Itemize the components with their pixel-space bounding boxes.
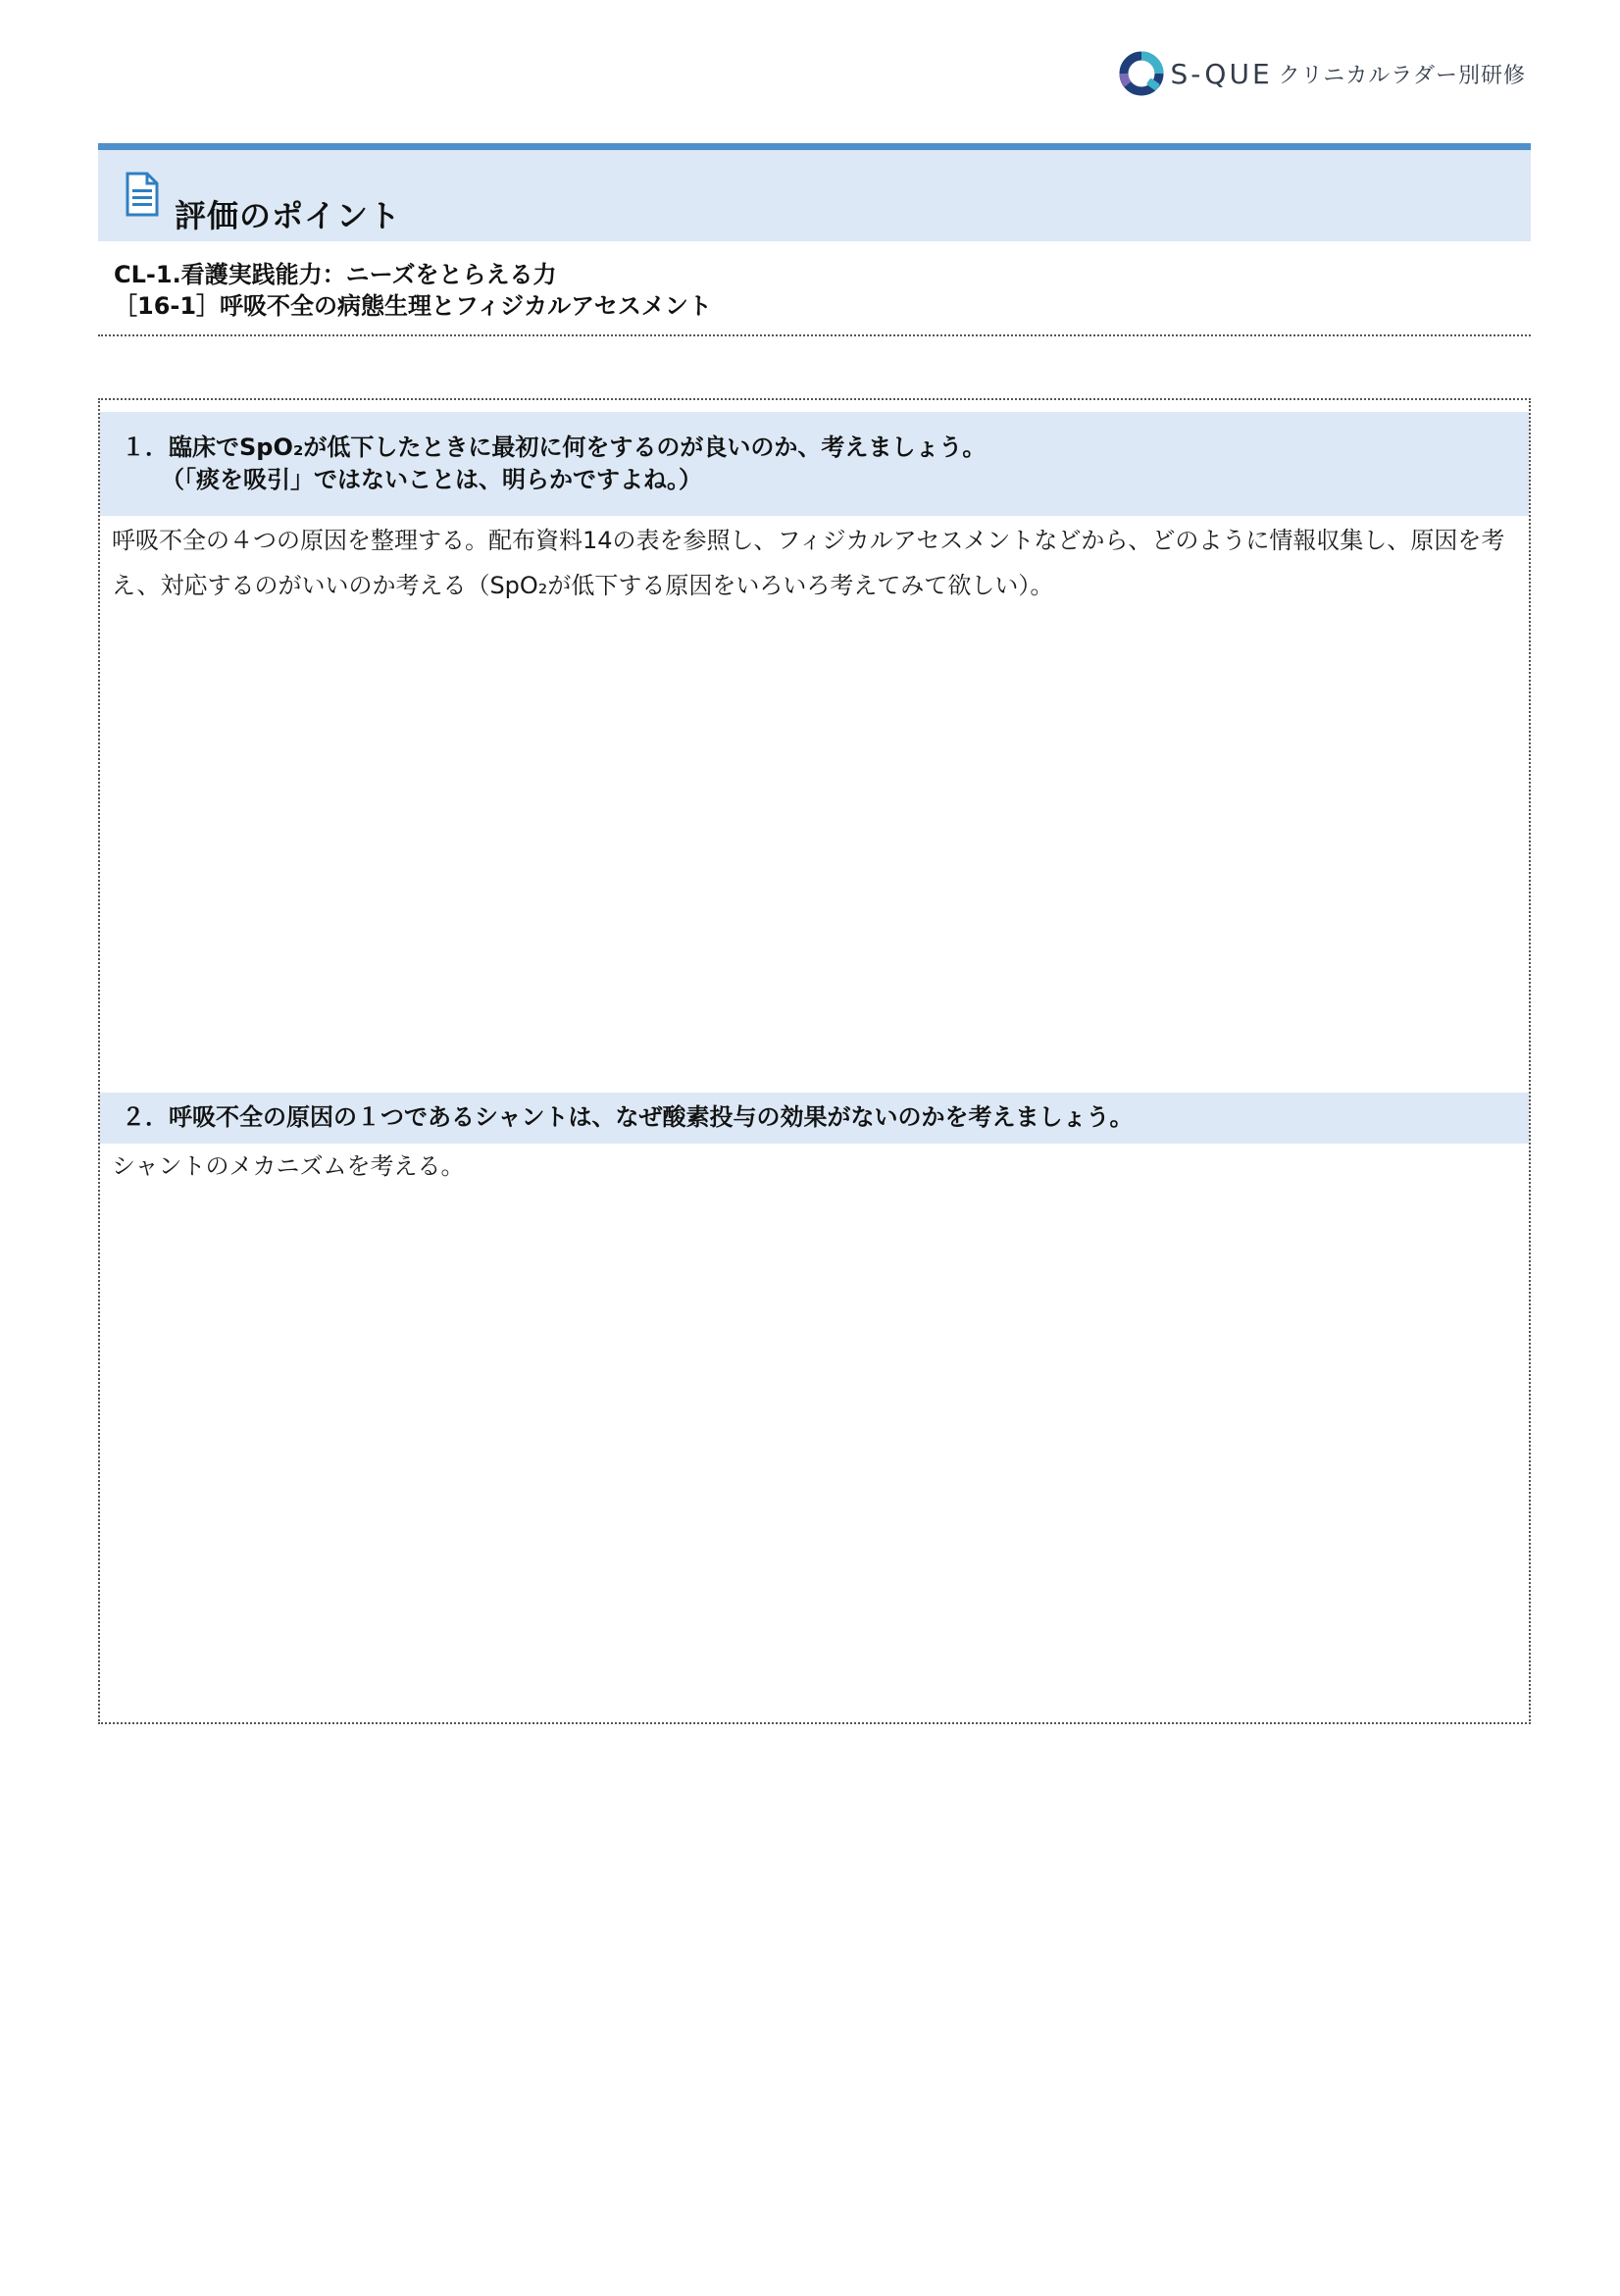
question-1-title: １．臨床でSpO₂が低下したときに最初に何をするのが良いのか、考えましょう。 [122, 434, 987, 461]
question-1-note: （「痰を吸引」ではないことは、明らかですよね。） [161, 466, 702, 493]
question-1-header [100, 412, 1529, 516]
evaluation-box [98, 398, 1531, 1724]
question-2-title: ２．呼吸不全の原因の１つであるシャントは、なぜ酸素投与の効果がないのかを考えましょう。 [122, 1103, 1134, 1131]
question-2-header [100, 1093, 1529, 1144]
divider [98, 334, 1531, 336]
subtitle-line-2: ［16-1］呼吸不全の病態生理とフィジカルアセスメント [114, 292, 712, 320]
question-1-answer: 呼吸不全の４つの原因を整理する。配布資料14の表を参照し、フィジカルアセスメントなどから、どのように情報収集し、原因を考え、対応するのがいいのか考える（SpO₂が低下する原因をいろいろ考えてみて欲しい）。 [112, 527, 1505, 599]
course-subtitle [114, 259, 1526, 322]
question-2-answer: シャントのメカニズムを考える。 [112, 1152, 465, 1180]
brand-subtitle: クリニカルラダー別研修 [1278, 63, 1526, 88]
brand-logo [1118, 49, 1526, 98]
section-header [98, 143, 1531, 241]
subtitle-line-1: CL-1.看護実践能力：ニーズをとらえる力 [114, 261, 557, 288]
brand-name: S-QUE [1170, 57, 1273, 90]
page-title: 評価のポイント [175, 197, 402, 234]
s-que-logo-icon [1118, 49, 1167, 98]
document-icon [126, 172, 159, 217]
